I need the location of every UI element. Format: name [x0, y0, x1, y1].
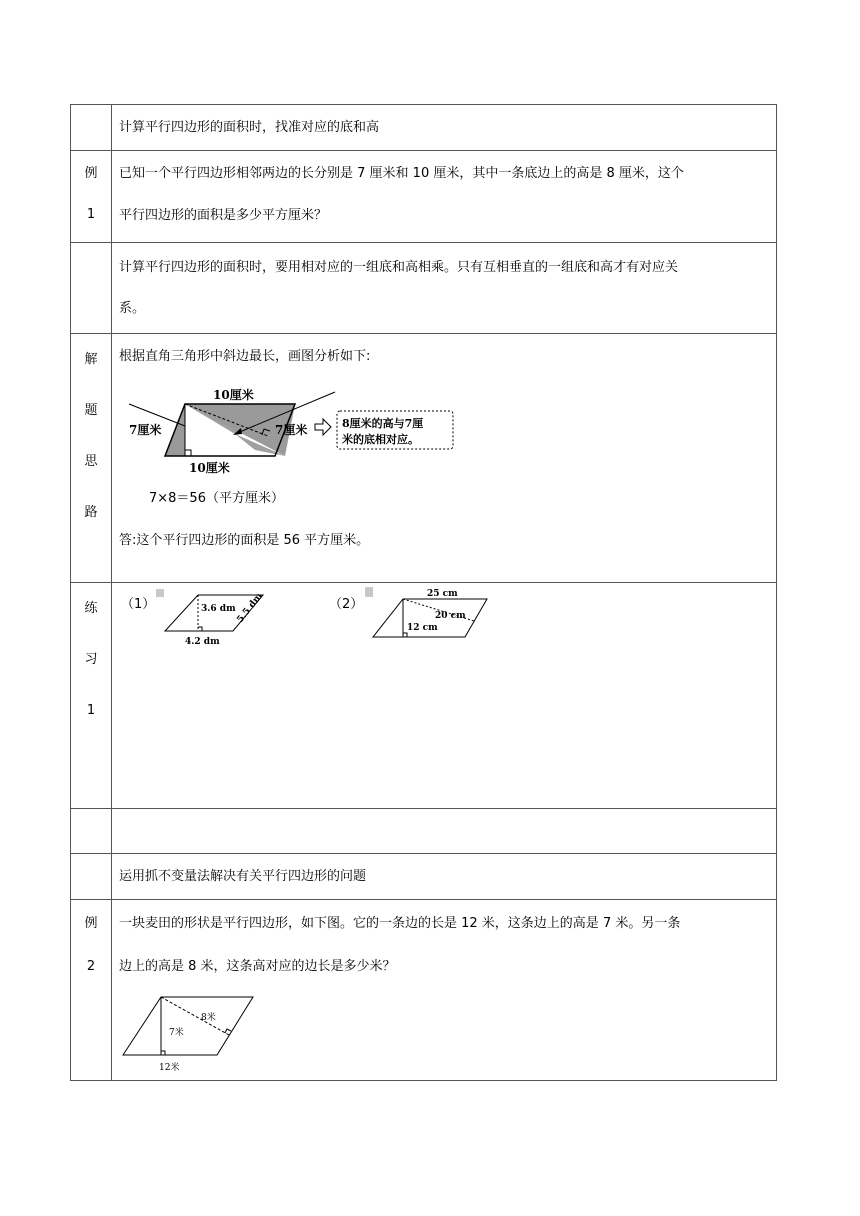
example-2-line-1: 一块麦田的形状是平行四边形，如下图。它的一条边的长是 12 米，这条边上的高是 7 米。另一条: [119, 916, 681, 931]
solution-intro: 根据直角三角形中斜边最长，画图分析如下:: [119, 349, 371, 364]
example-1-question: [112, 151, 777, 243]
image-placeholder-icon: [365, 587, 373, 597]
q2-top-label: 25 cm: [427, 589, 458, 599]
right-angle-7m: [161, 1051, 165, 1055]
label-char: 练: [84, 601, 98, 616]
empty-cell: [112, 809, 777, 854]
example-1-line-2: 平行四边形的面积是多少平方厘米？: [119, 208, 328, 223]
topic-heading-2: 运用抓不变量法解决有关平行四边形的问题: [112, 854, 777, 900]
parallelogram-q2-figure: [361, 585, 491, 641]
q1-base-label: 4.2 dm: [185, 637, 220, 647]
note-line-2: 米的底相对应。: [342, 433, 419, 446]
wheat-field-figure: [119, 991, 259, 1075]
row-label-empty: [71, 243, 112, 334]
label-top-10cm: 10厘米: [213, 388, 254, 402]
label-example-2: [71, 900, 112, 1081]
q1-height-label: 3.6 dm: [201, 604, 236, 614]
topic-heading-1: 计算平行四边形的面积时，找准对应的底和高: [112, 105, 777, 151]
content-table: [70, 104, 777, 1081]
row-practice-1: [71, 583, 777, 809]
q2-vertical-height-label: 12 cm: [407, 623, 438, 633]
label-solution: [71, 334, 112, 583]
label-char: 1: [86, 703, 96, 718]
parallelogram-q1-figure: [153, 587, 273, 649]
answer-line: 答:这个平行四边形的面积是 56 平方厘米。: [119, 533, 370, 548]
row-solution: [71, 334, 777, 583]
label-char: 1: [86, 207, 96, 222]
label-practice-1: [71, 583, 112, 809]
right-arrow-icon: [315, 419, 331, 435]
example-2-line-2: 边上的高是 8 米，这条高对应的边长是多少米？: [119, 959, 396, 974]
row-label-empty: [71, 854, 112, 900]
label-char: 解: [84, 352, 98, 367]
note-line-1: 8厘米的高与7厘: [342, 417, 424, 430]
row-tip: [71, 243, 777, 334]
practice-q2-number: （2）: [329, 597, 364, 612]
label-char: 2: [86, 959, 96, 974]
wheat-field-parallelogram: [123, 997, 253, 1055]
label-char: 例: [84, 166, 98, 181]
row-topic-2: [71, 854, 777, 900]
row-empty: [71, 809, 777, 854]
tip-text: [112, 243, 777, 334]
row-label-empty: [71, 105, 112, 151]
label-8m: 8米: [201, 1013, 216, 1023]
q2-slant-height-label: 20 cm: [435, 611, 466, 621]
practice-q1-number: （1）: [121, 597, 156, 612]
label-char: 例: [84, 916, 98, 931]
parallelogram-analysis-figure: [125, 380, 465, 480]
tip-line-1: 计算平行四边形的面积时，要用相对应的一组底和高相乘。只有互相垂直的一组底和高才有对应关: [119, 260, 679, 275]
label-right-7cm: 7厘米: [275, 423, 308, 437]
row-label-empty: [71, 809, 112, 854]
label-left-7cm: 7厘米: [129, 423, 162, 437]
row-example-2: [71, 900, 777, 1081]
label-example-1: [71, 151, 112, 243]
q1-right-angle: [198, 627, 202, 631]
row-topic-1: [71, 105, 777, 151]
example-2-body: [112, 900, 777, 1081]
label-char: 题: [84, 403, 98, 418]
q1-side-label: 5.5 dm: [235, 591, 265, 625]
label-12m: 12米: [159, 1063, 180, 1073]
q2-right-angle: [403, 633, 407, 637]
solution-body: [112, 334, 777, 583]
label-7m: 7米: [169, 1028, 184, 1038]
label-char: 思: [84, 454, 98, 469]
label-char: 习: [84, 652, 98, 667]
example-1-line-1: 已知一个平行四边形相邻两边的长分别是 7 厘米和 10 厘米，其中一条底边上的高是 8 厘米，这个: [119, 166, 684, 181]
tip-line-2: 系。: [119, 301, 146, 316]
image-placeholder-icon: [156, 589, 164, 597]
calc-line: 7×8＝56（平方厘米）: [149, 491, 284, 506]
practice-figures: [119, 583, 770, 653]
label-char: 路: [84, 505, 98, 520]
right-angle-8m: [225, 1029, 231, 1033]
row-example-1: [71, 151, 777, 243]
practice-1-body: [112, 583, 777, 809]
label-bottom-10cm: 10厘米: [189, 461, 230, 475]
